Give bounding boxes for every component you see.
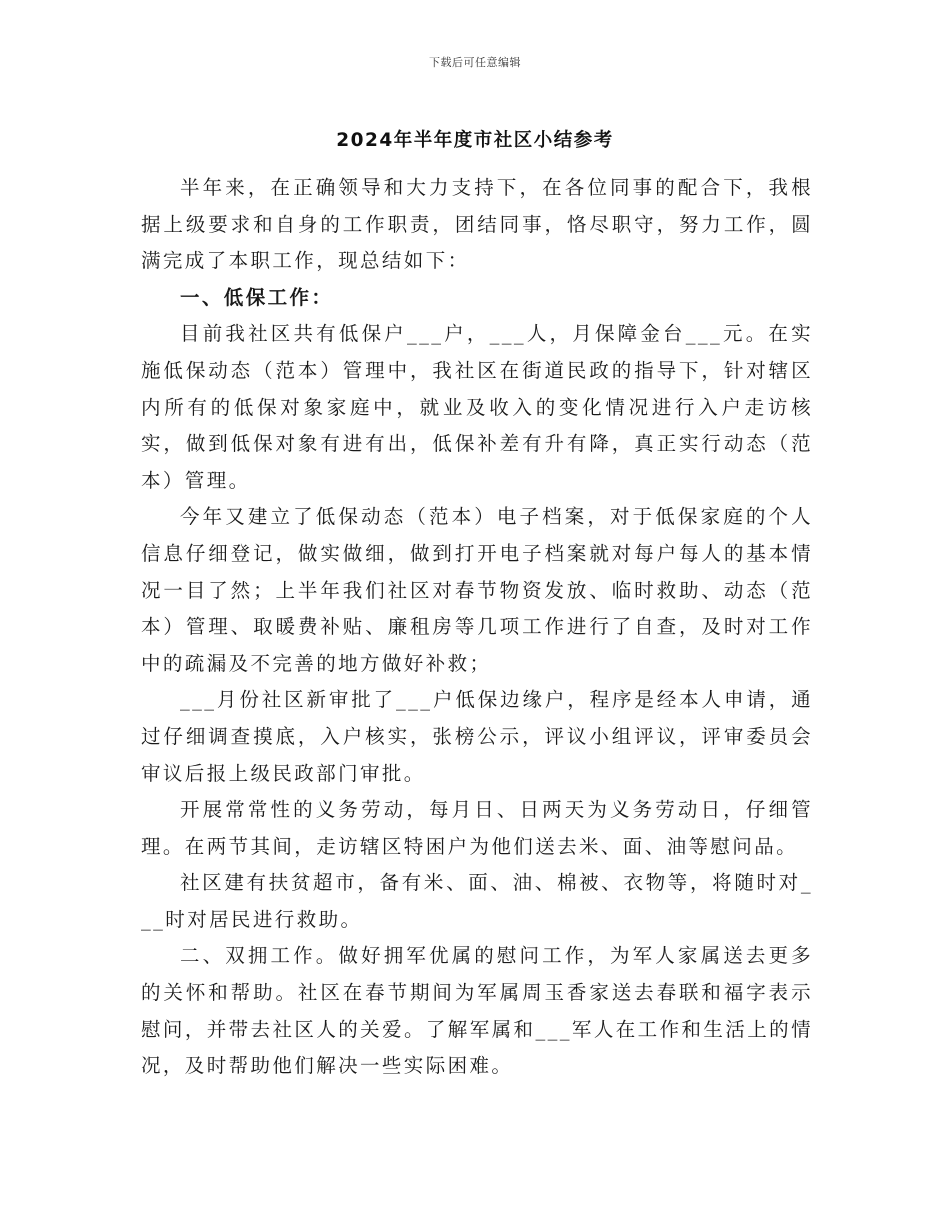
intro-paragraph: 半年来，在正确领导和大力支持下，在各位同事的配合下，我根据上级要求和自身的工作职责，团结同事，恪尽职守，努力工作，圆满完成了本职工作，现总结如下： [141, 176, 813, 273]
section-heading-low-income: 一、低保工作： [180, 285, 334, 309]
section-paragraph-military-support: 二、双拥工作。做好拥军优属的慰问工作，为军人家属送去更多的关怀和帮助。社区在春节期间为军属周玉香家送去春联和福字表示慰问，并带去社区人的关爱。了解军属和___军人在工作和生活上的情况，及时帮助他们解决一些实际困难。 [141, 944, 813, 1078]
header-note: 下载后可任意编辑 [429, 56, 521, 69]
page-title: 2024年半年度市社区小结参考 [336, 130, 614, 151]
body-paragraph: 目前我社区共有低保户___户，___人，月保障金台___元。在实施低保动态（范本）管理中，我社区在街道民政的指导下，针对辖区内所有的低保对象家庭中，就业及收入的变化情况进行入户走访核实，做到低保对象有进有出，低保补差有升有降，真正实行动态（范本）管理。 [141, 322, 813, 492]
body-paragraph: 今年又建立了低保动态（范本）电子档案，对于低保家庭的个人信息仔细登记，做实做细，做到打开电子档案就对每户每人的基本情况一目了然；上半年我们社区对春节物资发放、临时救助、动态（范本）管理、取暖费补贴、廉租房等几项工作进行了自查，及时对工作中的疏漏及不完善的地方做好补救； [141, 505, 813, 675]
document-body [141, 170, 813, 1085]
body-paragraph: 开展常常性的义务劳动，每月日、日两天为义务劳动日，仔细管理。在两节其间，走访辖区特困户为他们送去米、面、油等慰问品。 [141, 798, 813, 858]
body-paragraph: ___月份社区新审批了___户低保边缘户，程序是经本人申请，通过仔细调查摸底，入户核实，张榜公示，评议小组评议，评审委员会审议后报上级民政部门审批。 [141, 688, 813, 785]
body-paragraph: 社区建有扶贫超市，备有米、面、油、棉被、衣物等，将随时对___时对居民进行救助。 [141, 871, 813, 931]
